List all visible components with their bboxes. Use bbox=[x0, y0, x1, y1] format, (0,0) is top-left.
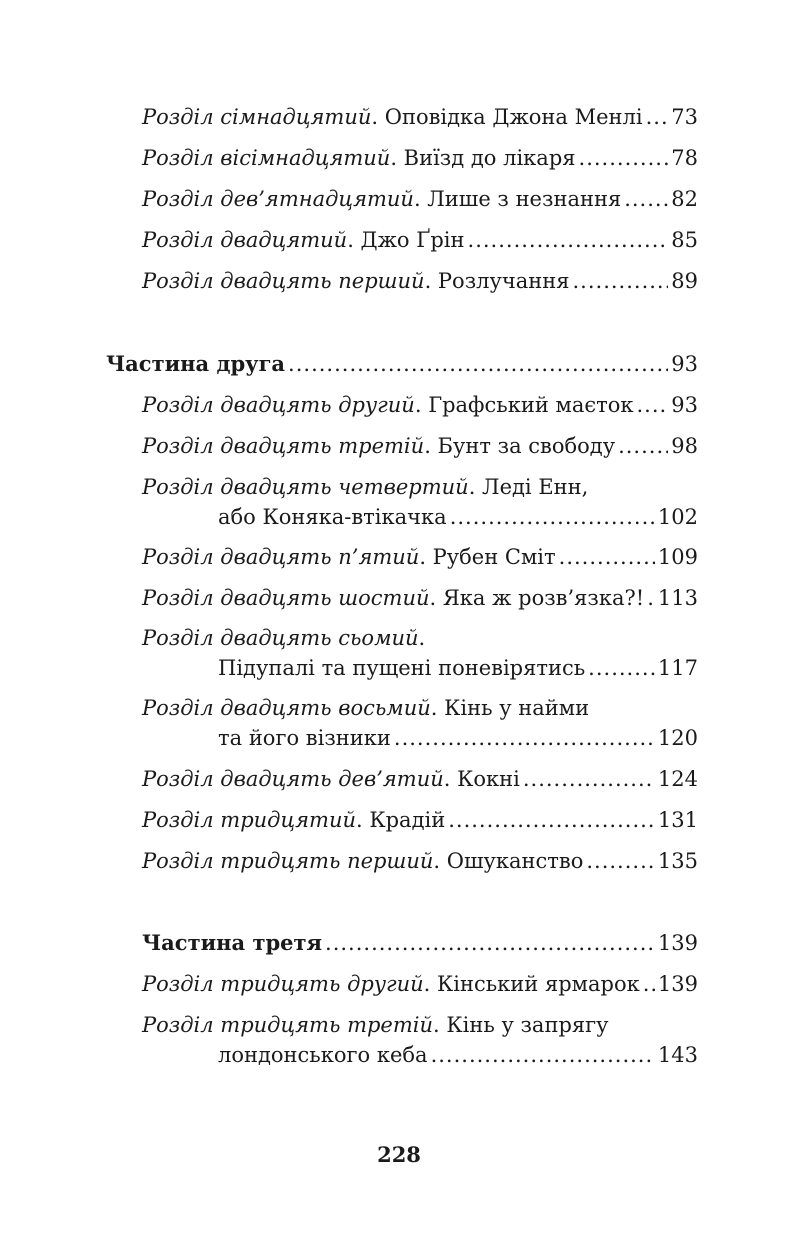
page-ref: 102 bbox=[657, 505, 698, 529]
toc-entry bbox=[142, 693, 698, 753]
chapter-label: Розділ тридцять перший bbox=[142, 849, 434, 873]
part-title: Частина друга bbox=[106, 351, 286, 376]
page-ref: 135 bbox=[657, 849, 698, 873]
dot-leader bbox=[647, 583, 655, 613]
page-ref: 143 bbox=[657, 1043, 698, 1067]
chapter-title: . bbox=[418, 626, 426, 650]
chapter-title: . Кінський ярмарок bbox=[423, 972, 640, 996]
page-ref: 82 bbox=[671, 187, 698, 211]
page-ref: 98 bbox=[671, 434, 698, 458]
dot-leader bbox=[637, 390, 669, 420]
dot-leader bbox=[523, 764, 655, 794]
page-ref: 139 bbox=[657, 972, 698, 996]
toc-entry bbox=[142, 266, 698, 296]
chapter-title-cont: або Коняка-втікачка bbox=[218, 505, 447, 529]
chapter-title-cont: лондонського кеба bbox=[218, 1043, 428, 1067]
page-ref: 85 bbox=[671, 228, 698, 252]
chapter-label: Розділ тридцять третій bbox=[142, 1013, 434, 1037]
page-ref: 117 bbox=[657, 656, 698, 680]
chapter-title: . Крадій bbox=[356, 808, 446, 832]
page-ref: 113 bbox=[657, 586, 698, 610]
page-ref: 139 bbox=[657, 931, 698, 955]
dot-leader bbox=[559, 542, 655, 572]
toc-entry bbox=[142, 805, 698, 835]
toc-entry bbox=[142, 1010, 698, 1070]
toc-entry bbox=[142, 390, 698, 420]
toc-entry bbox=[142, 472, 698, 532]
dot-leader bbox=[431, 1040, 655, 1070]
dot-leader bbox=[450, 502, 655, 532]
chapter-title: . Ошуканство bbox=[433, 849, 584, 873]
chapter-title-cont: Підупалі та пущені поневірятись bbox=[218, 656, 586, 680]
chapter-title: . Рубен Сміт bbox=[419, 545, 556, 569]
chapter-label: Розділ двадцять сьомий bbox=[142, 626, 419, 650]
dot-leader bbox=[618, 431, 668, 461]
dot-leader bbox=[573, 266, 669, 296]
part-heading bbox=[142, 928, 698, 958]
chapter-label: Розділ двадцять перший bbox=[142, 269, 425, 293]
toc-entry bbox=[142, 184, 698, 214]
page-ref: 73 bbox=[671, 105, 698, 129]
page-ref: 89 bbox=[671, 269, 698, 293]
dot-leader bbox=[579, 143, 669, 173]
chapter-label: Розділ двадцять другий bbox=[142, 393, 415, 417]
toc-entry bbox=[142, 431, 698, 461]
toc-entry bbox=[142, 969, 698, 999]
chapter-label: Розділ дев’ятнадцятий bbox=[142, 187, 414, 211]
page-ref: 131 bbox=[657, 808, 698, 832]
chapter-label: Розділ двадцять п’ятий bbox=[142, 545, 420, 569]
toc-entry bbox=[142, 764, 698, 794]
dot-leader bbox=[646, 102, 669, 132]
toc-entry bbox=[142, 583, 698, 613]
toc-entry bbox=[142, 143, 698, 173]
dot-leader bbox=[643, 969, 655, 999]
chapter-label: Розділ двадцять третій bbox=[142, 434, 425, 458]
chapter-title: . Кінь у запрягу bbox=[433, 1013, 609, 1037]
chapter-title: . Леді Енн, bbox=[468, 475, 589, 499]
page-number: 228 bbox=[377, 1142, 421, 1167]
page-ref: 120 bbox=[657, 726, 698, 750]
chapter-label: Розділ вісімнадцятий bbox=[142, 146, 391, 170]
toc-entry bbox=[142, 102, 698, 132]
dot-leader bbox=[288, 349, 668, 379]
dot-leader bbox=[588, 653, 655, 683]
page-ref: 93 bbox=[671, 352, 698, 376]
chapter-title: . Кокні bbox=[443, 767, 520, 791]
chapter-label: Розділ двадцять шостий bbox=[142, 586, 430, 610]
dot-leader bbox=[448, 805, 655, 835]
chapter-label: Розділ двадцять четвертий bbox=[142, 475, 469, 499]
toc-entry bbox=[142, 623, 698, 683]
page-ref: 78 bbox=[671, 146, 698, 170]
chapter-title: . Яка ж розв’язка?! bbox=[429, 586, 645, 610]
chapter-title: . Кінь у найми bbox=[430, 696, 590, 720]
chapter-label: Розділ двадцять восьмий bbox=[142, 696, 431, 720]
dot-leader bbox=[325, 928, 655, 958]
page-ref: 93 bbox=[671, 393, 698, 417]
page-ref: 124 bbox=[657, 767, 698, 791]
chapter-title: . Лише з незнання bbox=[413, 187, 622, 211]
dot-leader bbox=[394, 723, 655, 753]
dot-leader bbox=[624, 184, 668, 214]
toc-entry bbox=[142, 846, 698, 876]
chapter-label: Розділ тридцять другий bbox=[142, 972, 424, 996]
toc-entry bbox=[142, 225, 698, 255]
dot-leader bbox=[468, 225, 669, 255]
chapter-label: Розділ тридцятий bbox=[142, 808, 357, 832]
toc-entry bbox=[142, 542, 698, 572]
part-title: Частина третя bbox=[142, 930, 323, 955]
chapter-label: Розділ сімнадцятий bbox=[142, 105, 372, 129]
chapter-label: Розділ двадцять дев’ятий bbox=[142, 767, 444, 791]
chapter-label: Розділ двадцятий bbox=[142, 228, 348, 252]
chapter-title: . Бунт за свободу bbox=[424, 434, 616, 458]
chapter-title: . Оповідка Джона Менлі bbox=[371, 105, 643, 129]
dot-leader bbox=[586, 846, 655, 876]
chapter-title: . Джо Ґрін bbox=[347, 228, 465, 252]
chapter-title: . Графський маєток bbox=[414, 393, 634, 417]
page-ref: 109 bbox=[657, 545, 698, 569]
part-heading bbox=[106, 349, 698, 379]
chapter-title-cont: та його візники bbox=[218, 726, 391, 750]
chapter-title: . Розлучання bbox=[424, 269, 570, 293]
chapter-title: . Виїзд до лікаря bbox=[390, 146, 576, 170]
